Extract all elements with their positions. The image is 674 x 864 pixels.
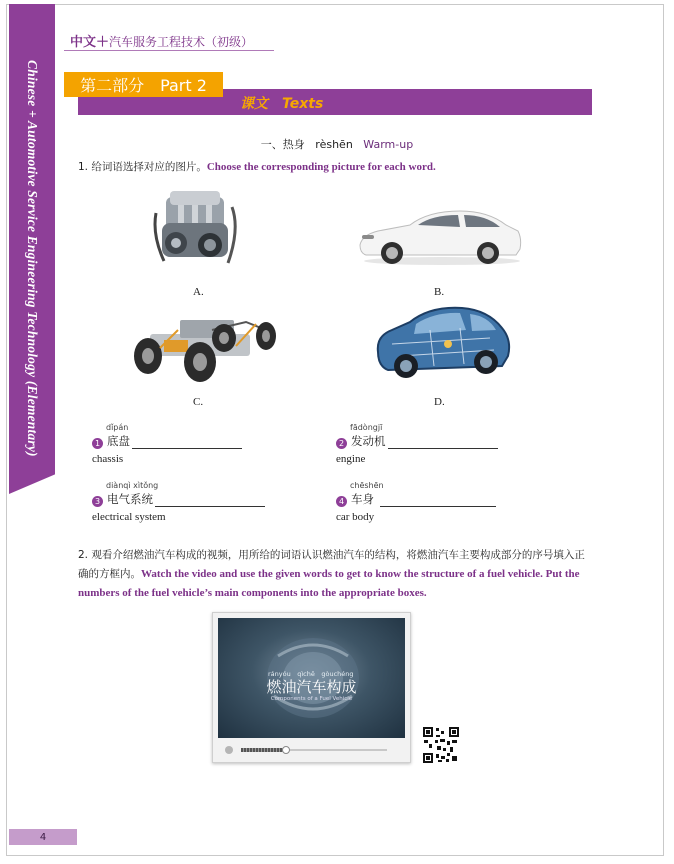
word-number-badge: 3 (92, 496, 103, 507)
car-engine-icon (148, 183, 244, 275)
word-item (92, 423, 312, 465)
word-cn: 底盘 (107, 434, 130, 448)
car-chassis-icon (120, 310, 278, 388)
word-item (92, 481, 312, 523)
question-1 (78, 158, 608, 177)
picture-d-label: D. (434, 396, 445, 408)
side-banner-text: Chinese + Automotive Service Engineering Technology (Elementary) (25, 60, 40, 457)
word-number-badge: 2 (336, 438, 347, 449)
video-title-cn: 燃油汽车构成 (266, 678, 357, 696)
question-2-en: Watch the video and use the given words to get to know the structure of a fuel vehicle. Put the numbers of the fuel vehicle’s main components into the appropriate boxes. (78, 568, 580, 599)
book-title-main: 中文＋ (70, 35, 110, 50)
picture-b-label: B. (434, 286, 445, 298)
question-1-cn: 1. 给词语选择对应的图片。 (78, 161, 207, 173)
car-body-xray-icon (370, 300, 514, 388)
picture-a-label: A. (193, 286, 204, 298)
question-1-en: Choose the corresponding picture for each word. (206, 161, 436, 173)
word-cn: 车身 (351, 492, 374, 506)
answer-blank[interactable] (388, 436, 498, 449)
word-pinyin: diànqì xìtǒng (106, 481, 159, 490)
page-number: 4 (9, 829, 77, 845)
white-car-icon (356, 205, 524, 267)
section-title-cn: 一、热身 (260, 138, 305, 151)
book-title-sub: 汽车服务工程技术（初级） (109, 35, 254, 49)
video-screen[interactable] (218, 618, 405, 738)
section-title (0, 136, 674, 152)
word-en: car body (336, 511, 375, 523)
word-pinyin: dǐpán (106, 423, 129, 432)
part-label: 第二部分 Part 2 (64, 72, 223, 97)
answer-blank[interactable] (380, 494, 496, 507)
video-title-en: Components of a Fuel Vehicle (270, 696, 353, 702)
word-pinyin: chēshēn (350, 481, 384, 490)
play-button-icon[interactable] (225, 746, 233, 754)
word-number-badge: 1 (92, 438, 103, 449)
section-title-pinyin: rèshēn (315, 138, 353, 151)
progress-fill (241, 748, 285, 752)
word-cn: 电气系统 (107, 492, 153, 506)
texts-label: 课文 Texts (240, 96, 324, 112)
word-item (336, 423, 556, 465)
question-2 (78, 546, 594, 603)
word-pinyin: fādòngjī (350, 423, 383, 432)
word-en: engine (336, 453, 366, 465)
book-title (70, 31, 253, 50)
qr-code-icon[interactable] (422, 726, 460, 764)
side-banner-text-wrap (10, 60, 54, 480)
word-item (336, 481, 556, 523)
word-en: chassis (92, 453, 124, 465)
video-controls (225, 745, 395, 755)
question-2-cn: 2. 观看介绍燃油汽车构成的视频，用所给的词语认识燃油汽车的结构，将燃油汽车主要构成部分的序号填入正确的方框内。 (78, 549, 585, 580)
header-rule (64, 50, 274, 51)
video-player[interactable] (212, 612, 411, 763)
answer-blank[interactable] (155, 494, 265, 507)
word-en: electrical system (92, 511, 166, 523)
word-number-badge: 4 (336, 496, 347, 507)
word-cn: 发动机 (351, 434, 386, 448)
progress-knob[interactable] (282, 746, 290, 754)
picture-c-label: C. (193, 396, 204, 408)
video-title-pinyin: rányóu qìchē gòuchéng (268, 670, 354, 678)
answer-blank[interactable] (132, 436, 242, 449)
section-title-en: Warm-up (363, 138, 414, 151)
